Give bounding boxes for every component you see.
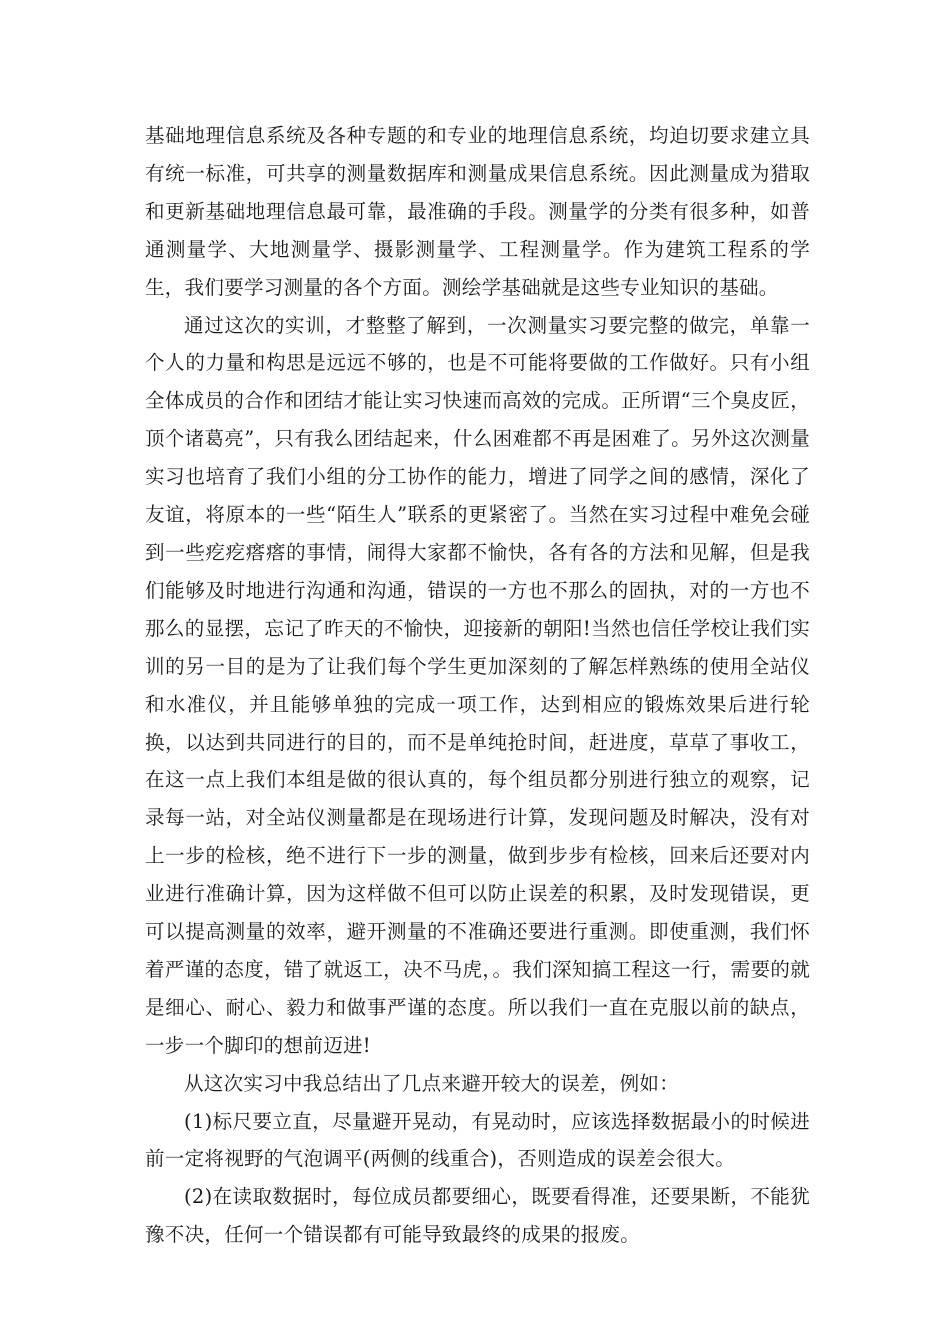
document-body [145,117,810,1254]
paragraph-error-summary-intro: 从这次实习中我总结出了几点来避开较大的误差，例如： [184,1071,680,1095]
paragraph-tip-2: (2)在读取数据时，每位成员都要细心，既要看得准，还要果断，不能犹豫不决，任何一个错误都有可能导致最终的成果的报废。 [145,1185,810,1247]
paragraph-tip-1: (1)标尺要立直，尽量避开晃动，有晃动时，应该选择数据最小的时候进前一定将视野的气泡调平(两侧的线重合)，否则造成的误差会很大。 [145,1109,810,1171]
paragraph-training-reflection: 通过这次的实训，才整整了解到，一次测量实习要完整的做完，单靠一个人的力量和构思是远远不够的，也是不可能将要做的工作做好。只有小组全体成员的合作和团结才能让实习快速而高效的完成。正所谓“三个臭皮匠，顶个诸葛亮”，只有我么团结起来，什么困难都不再是困难了。另外这次测量实习也培育了我们小组的分工协作的能力，增进了同学之间的感情，深化了友谊，将原本的一些“陌生人”联系的更紧密了。当然在实习过程中难免会碰到一些疙疙瘩瘩的事情，闹得大家都不愉快，各有各的方法和见解，但是我们能够及时地进行沟通和沟通，错误的一方也不那么的固执，对的一方也不那么的显摆，忘记了昨天的不愉快，迎接新的朝阳!当然也信任学校让我们实训的另一目的是为了让我们每个学生更加深刻的了解怎样熟练的使用全站仪和水准仪，并且能够单独的完成一项工作，达到相应的锻炼效果后进行轮换，以达到共同进行的目的，而不是单纯抢时间，赶进度，草草了事收工，在这一点上我们本组是做的很认真的，每个组员都分别进行独立的观察，记录每一站，对全站仪测量都是在现场进行计算，发现问题及时解决，没有对上一步的检核，绝不进行下一步的测量，做到步步有检核，回来后还要对内业进行准确计算，因为这样做不但可以防止误差的积累，及时发现错误，更可以提高测量的效率，避开测量的不准确还要进行重测。即使重测，我们怀着严谨的态度，错了就返工，决不马虎，。我们深知搞工程这一行，需要的就是细心、耐心、毅力和做事严谨的态度。所以我们一直在克服以前的缺点，一步一个脚印的想前迈进! [145,313,810,1057]
paragraph-gis-intro: 基础地理信息系统及各种专题的和专业的地理信息系统，均迫切要求建立具有统一标准，可共享的测量数据库和测量成果信息系统。因此测量成为猎取和更新基础地理信息最可靠，最准确的手段。测量学的分类有很多种，如普通测量学、大地测量学、摄影测量学、工程测量学。作为建筑工程系的学生，我们要学习测量的各个方面。测绘学基础就是这些专业知识的基础。 [145,124,810,299]
